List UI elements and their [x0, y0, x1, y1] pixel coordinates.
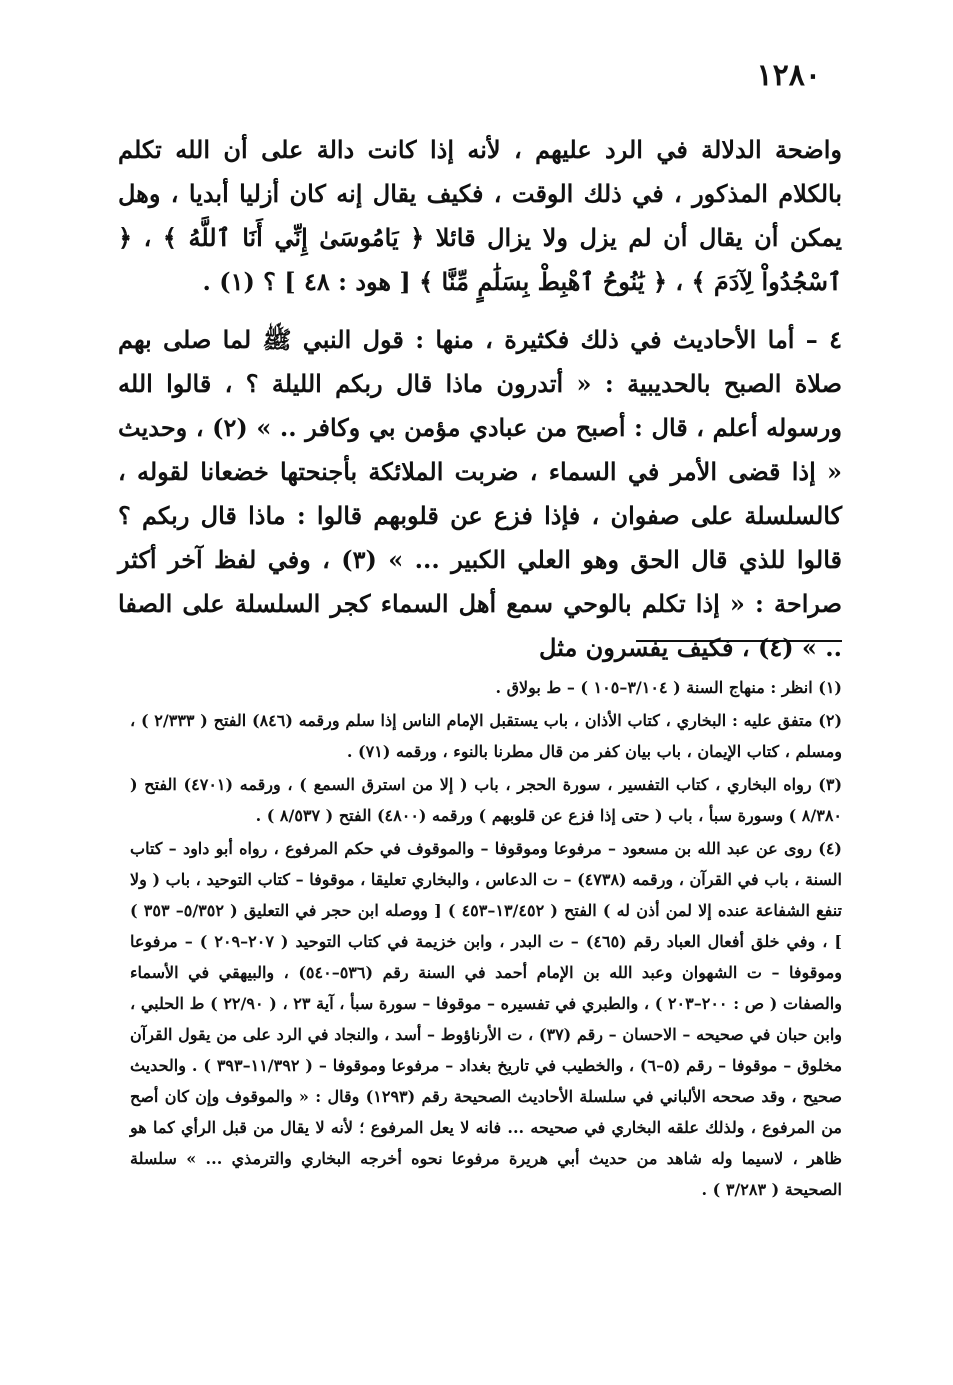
paragraph: واضحة الدلالة في الرد عليهم ، لأنه إذا كانت دالة على أن الله تكلم بالكلام المذكور ، في ذلك الوقت ، فكيف يقال إنه كان أزليا أبديا ، وهل يمكن أن يقال أن لم يزل ولا يزال قائلا ﴿ يَامُوسَىٰ إِنِّي أَنَا ٱللَّهُ ﴾ ، ﴿ ٱسْجُدُواْ لِآدَمَ ﴾ ، ﴿ يَٰنُوحُ ٱهْبِطْ بِسَلَٰمٍ مِّنَّا ﴾ [ هود : ٤٨ ] ؟ (١) .: [118, 135, 842, 296]
footnotes: [130, 672, 842, 1207]
footnote-2: (٢) متفق عليه : البخاري ، كتاب الأذان ، باب يستقبل الإمام الناس إذا سلم ورقمه (٨٤٦) الفتح ( ٢/٣٣٣ ) ، ومسلم ، كتاب الإيمان ، باب بيان كفر من قال مطرنا بالنوء ، ورقمه (٧١) .: [130, 711, 843, 761]
footnote-1: (١) انظر : منهاج السنة ( ٣/١٠٤–١٠٥ ) – ط بولاق .: [495, 678, 842, 697]
footnote-separator: [636, 640, 842, 642]
footnote-3: (٣) رواه البخاري ، كتاب التفسير ، سورة الحجر ، باب ( إلا من استرق السمع ) ، ورقمه (٤٧٠١) الفتح ( ٨/٣٨٠ ) وسورة سبأ ، باب ( حتى إذا فزع عن قلوبهم ) ورقمه (٤٨٠٠) الفتح ( ٨/٥٣٧ ) .: [130, 775, 843, 825]
page-number: ١٢٨٠: [756, 58, 821, 93]
footnote-4: (٤) روى عن عبد الله بن مسعود – مرفوعا وموقوفا – والموقوف في حكم المرفوع ، رواه أبو داود – كتاب السنة ، باب في القرآن ، ورقمه (٤٧٣٨) – ت الدعاس ، والبخاري تعليقا ، موقوفا – كتاب التوحيد ، باب ( ولا تنفع الشفاعة عنده إلا لمن أذن له ) الفتح ( ١٣/٤٥٢–٤٥٣ ) [ ووصله ابن حجر في التعليق ( ٥/٣٥٢– ٣٥٣ ) ] ، وفي خلق أفعال العباد رقم (٤٦٥) – ت البدر ، وابن خزيمة في كتاب التوحيد ( ٢٠٧–٢٠٩ ) – مرفوعا وموقوفا – ت الشهوان وعبد الله بن الإمام أحمد في السنة رقم (٥٣٦–٥٤٠) ، والبيهقي في الأسماء والصفات ( ص : ٢٠٠–٢٠٣ ) ، والطبري في تفسيره – موقوفا – سورة سبأ ، آية ٢٣ ، ( ٢٢/٩٠ ) ط الحلبي ، وابن حبان في صحيحه – الاحسان – رقم (٣٧) ، ت الأرناؤوط – أسد ، والنجاد في الرد على من يقول القرآن مخلوق – موقوفا – رقم (٥–٦) ، والخطيب في تاريخ بغداد – مرفوعا وموقوفا – ( ١١/٣٩٢–٣٩٣ ) . والحديث صحيح ، وقد صححه الألباني في سلسلة الأحاديث الصحيحة رقم (١٢٩٣) وقال : « والموقوف وإن كان أصح من المرفوع ، ولذلك علقه البخاري في صحيحه ... فانه لا يعل المرفوع ؛ لأنه لا يقال من قبل الرأي كما هو ظاهر ، لاسيما وله شاهد من حديث أبي هريرة مرفوعا نحوه أخرجه البخاري والترمذي ... » سلسلة الصحيحة ( ٣/٢٨٣ ) .: [130, 839, 843, 1199]
paragraph: ٤ – أما الأحاديث في ذلك فكثيرة ، منها : قول النبي ﷺ لما صلى بهم صلاة الصبح بالحديبية : « أتدرون ماذا قال ربكم الليلة ؟ ، قالوا الله ورسوله أعلم ، قال : أصبح من عبادي مؤمن بي وكافر .. » (٢) ، وحديث « إذا قضى الأمر في السماء ، ضربت الملائكة بأجنحتها خضعانا لقوله ، كالسلسلة على صفوان ، فإذا فزع عن قلوبهم قالوا : ماذا قال ربكم ؟ قالوا للذي قال الحق وهو العلي الكبير ... » (٣) ، وفي لفظ آخر أكثر صراحة : « إذا تكلم بالوحي سمع أهل السماء كجر السلسلة على الصفا .. » (٤) ، فكيف يفسرون مثل: [118, 325, 843, 662]
main-text: [118, 128, 842, 670]
